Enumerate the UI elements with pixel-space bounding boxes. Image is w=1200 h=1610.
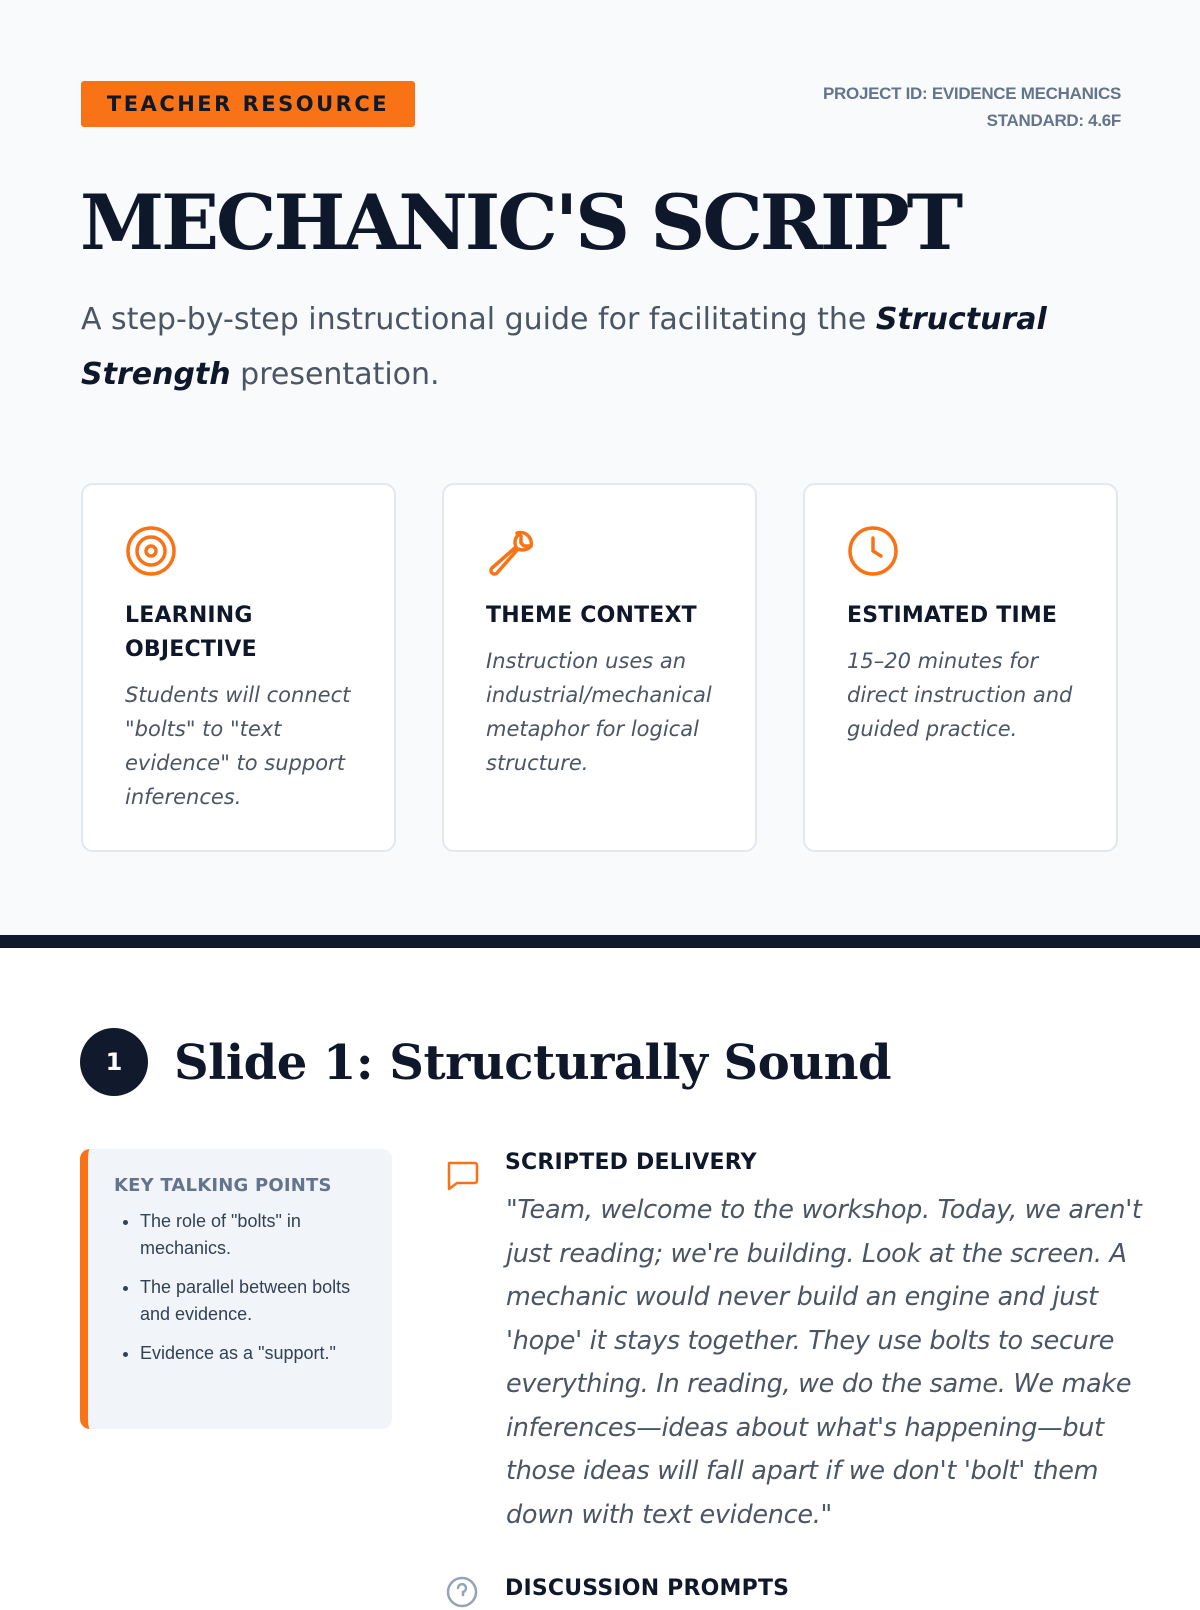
project-meta [823, 80, 1121, 134]
page-subtitle [81, 292, 1121, 402]
discussion-prompts-heading: DISCUSSION PROMPTS [505, 1576, 790, 1601]
standard-code: STANDARD: 4.6F [986, 111, 1121, 130]
key-talking-points-heading: KEY TALKING POINTS [114, 1175, 332, 1196]
subtitle-text-before: A step-by-step instructional guide for facilitating the [81, 302, 876, 337]
card-heading: LEARNING OBJECTIVE [125, 603, 257, 662]
slide-title: Slide 1: Structurally Sound [174, 1035, 892, 1091]
card-heading: ESTIMATED TIME [847, 603, 1058, 628]
scripted-delivery-text: "Team, welcome to the workshop. Today, we aren't just reading; we're building. Look at the screen. A mechanic would never build an engine and just 'hope' it stays together. They use bolts to secure everything. In reading, we do the same. We make inferences—ideas about what's happening—but those ideas will fall apart if we don't 'bolt' them down with text evidence." [506, 1195, 1142, 1530]
key-talking-points-panel [80, 1149, 392, 1429]
list-item: • Evidence as a "support." [140, 1340, 372, 1367]
card-text: Instruction uses an industrial/mechanical metaphor for logical structure. [486, 649, 712, 775]
slide-number-badge: 1 [80, 1028, 148, 1096]
teacher-resource-badge: TEACHER RESOURCE [81, 81, 415, 127]
card-heading: THEME CONTEXT [486, 603, 697, 628]
subtitle-emphasis: Structural Strength [81, 302, 1047, 392]
list-item: • The role of "bolts" in mechanics. [140, 1208, 372, 1262]
talking-points-list [114, 1208, 372, 1367]
project-id: PROJECT ID: EVIDENCE MECHANICS [823, 84, 1121, 103]
speech-bubble-icon [444, 1157, 480, 1193]
target-icon [125, 525, 177, 577]
clock-icon [847, 525, 899, 577]
card-text: Students will connect "bolts" to "text evidence" to support inferences. [125, 683, 351, 809]
list-item: • The parallel between bolts and evidence. [140, 1274, 372, 1328]
estimated-time-card [803, 483, 1118, 852]
learning-objective-card [81, 483, 396, 852]
card-text: 15–20 minutes for direct instruction and guided practice. [847, 649, 1073, 741]
question-circle-icon [444, 1574, 480, 1610]
scripted-delivery-heading: SCRIPTED DELIVERY [505, 1150, 757, 1175]
wrench-icon [486, 525, 538, 577]
theme-context-card [442, 483, 757, 852]
page-title: MECHANIC'S SCRIPT [80, 178, 961, 267]
subtitle-text-after: presentation. [230, 357, 440, 392]
section-divider [0, 935, 1200, 948]
